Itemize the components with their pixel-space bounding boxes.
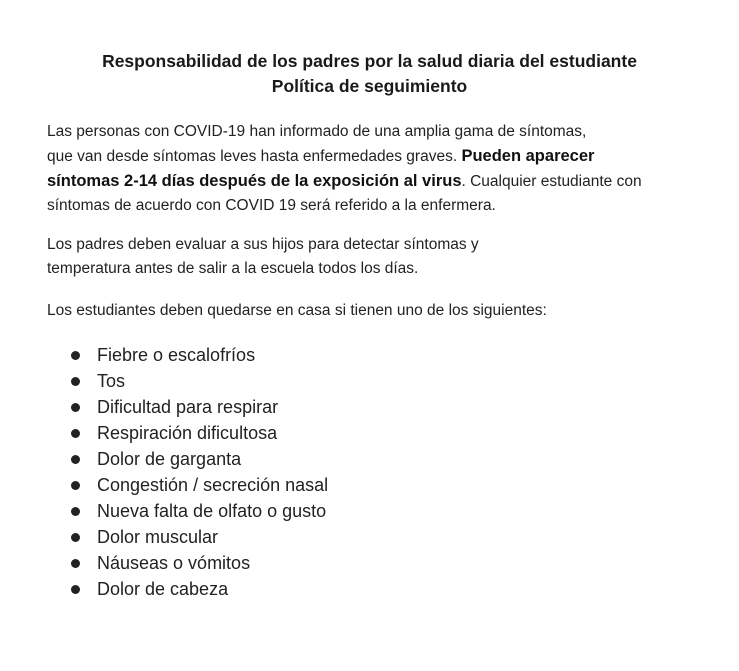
bullet-icon [71,455,80,464]
paragraph-parent-evaluation [47,233,707,281]
symptom-label: Náuseas o vómitos [97,553,251,573]
bullet-icon [71,403,80,412]
symptom-label: Dolor muscular [97,527,219,547]
symptom-label: Respiración dificultosa [97,423,278,443]
list-item [68,446,328,472]
document-header [0,49,739,99]
paragraph-line: Los padres deben evaluar a sus hijos para detectar síntomas y [47,236,479,253]
bullet-icon [71,429,80,438]
paragraph-line: temperatura antes de salir a la escuela todos los días. [47,260,419,277]
symptom-label: Nueva falta de olfato o gusto [97,501,327,521]
list-item [68,420,328,446]
symptom-label: Congestión / secreción nasal [97,475,329,495]
list-item [68,472,328,498]
bullet-icon [71,507,80,516]
bullet-icon [71,481,80,490]
emphasis-text: Pueden aparecer [461,147,595,165]
document-title: Responsabilidad de los padres por la salud diaria del estudiante [102,51,637,71]
list-item [68,498,328,524]
symptom-label: Fiebre o escalofríos [97,345,256,365]
bullet-icon [71,351,80,360]
paragraph-line: Las personas con COVID-19 han informado de una amplia gama de síntomas, [47,123,587,140]
bullet-icon [71,559,80,568]
paragraph-line [47,144,707,169]
paragraph-text: . Cualquier estudiante con [461,173,642,190]
symptom-label: Dolor de garganta [97,449,242,469]
list-item [68,524,328,550]
list-item [68,394,328,420]
paragraph-line: Los estudiantes deben quedarse en casa si tienen uno de los siguientes: [47,302,547,319]
symptom-label: Tos [97,371,126,391]
symptom-list [68,342,328,602]
list-item [68,368,328,394]
bullet-icon [71,377,80,386]
paragraph-symptoms-range [47,120,707,218]
list-item [68,342,328,368]
document-subtitle: Política de seguimiento [271,76,468,96]
paragraph-stay-home [47,299,707,323]
symptom-label: Dificultad para respirar [97,397,279,417]
paragraph-line: síntomas de acuerdo con COVID 19 será referido a la enfermera. [47,197,496,214]
list-item [68,550,328,576]
bullet-icon [71,533,80,542]
bullet-icon [71,585,80,594]
paragraph-line [47,169,707,194]
list-item [68,576,328,602]
emphasis-text: síntomas 2-14 días después de la exposición al virus [47,172,462,190]
paragraph-text: que van desde síntomas leves hasta enfermedades graves. [47,148,462,165]
symptom-label: Dolor de cabeza [97,579,229,599]
